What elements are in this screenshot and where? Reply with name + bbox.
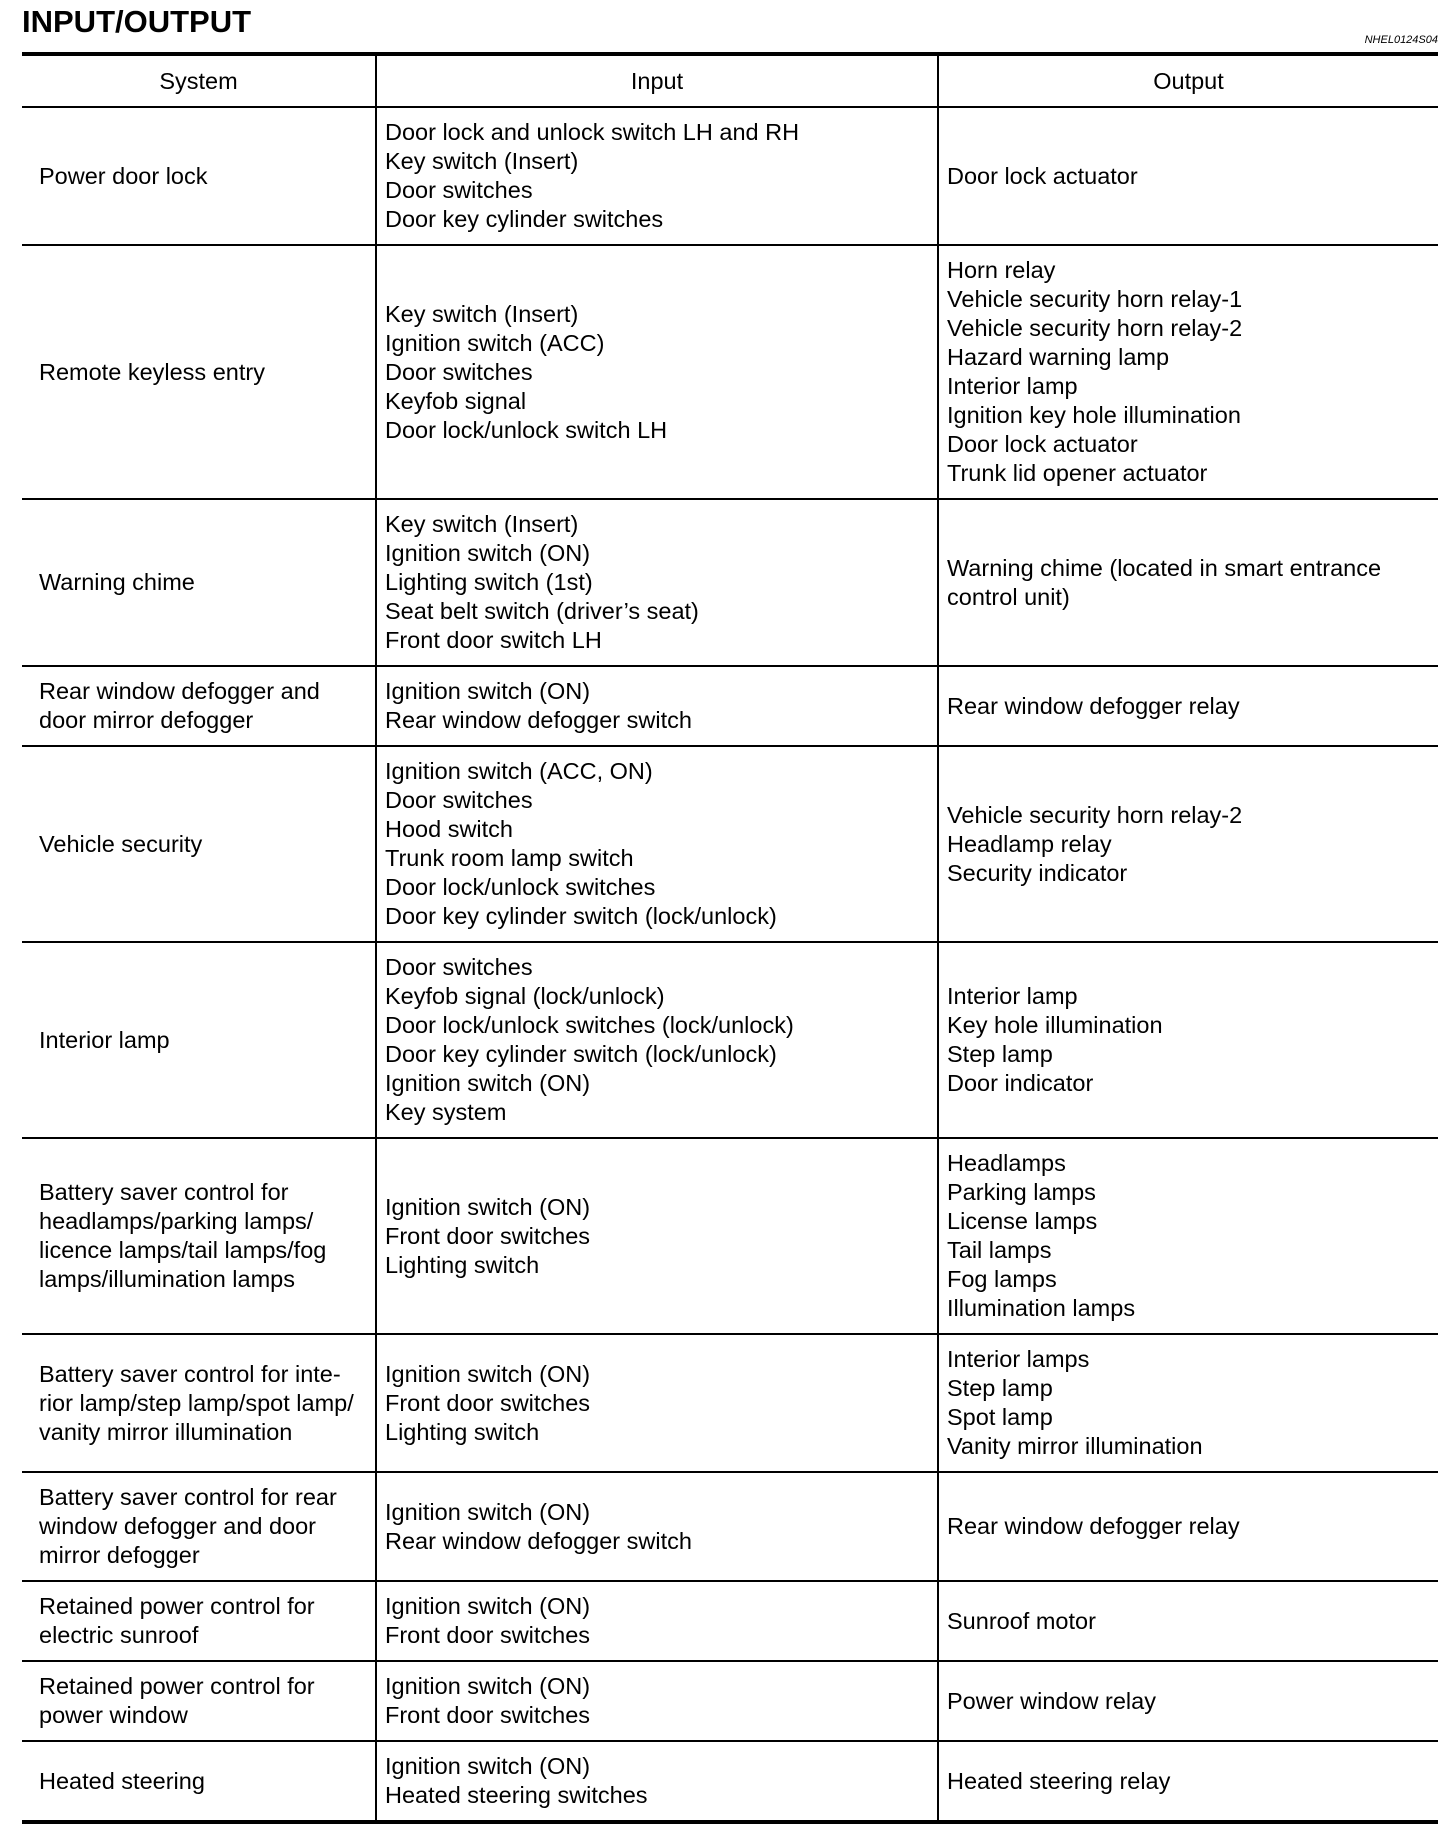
input-line: Ignition switch (ON) (385, 540, 591, 566)
input-cell (376, 942, 938, 1138)
output-line: License lamps (947, 1208, 1098, 1234)
input-line: Door switches (385, 787, 533, 813)
input-line: Key switch (Insert) (385, 300, 579, 327)
input-cell (376, 1581, 938, 1661)
output-cell (938, 1581, 1438, 1661)
system-line: Heated steering (39, 1767, 205, 1794)
system-cell (22, 1661, 376, 1741)
output-line: Door indicator (947, 1070, 1094, 1096)
input-line: Keyfob signal (385, 387, 527, 414)
input-cell (376, 1741, 938, 1822)
output-line: Rear window defogger relay (947, 692, 1240, 719)
system-line: Battery saver control for (39, 1179, 289, 1205)
input-line: Hood switch (385, 816, 513, 842)
output-line: Security indicator (947, 859, 1128, 886)
output-line: Heated steering relay (947, 1767, 1171, 1794)
input-line: Heated steering switches (385, 1782, 648, 1808)
output-line: Interior lamp (947, 983, 1078, 1009)
system-line: window defogger and door (39, 1513, 316, 1539)
system-line: door mirror defogger (39, 707, 254, 733)
input-line: Front door switches (385, 1622, 591, 1648)
input-cell (376, 107, 938, 245)
input-cell (376, 666, 938, 746)
system-line: headlamps/parking lamps/ (39, 1208, 314, 1234)
input-line: Lighting switch (385, 1418, 540, 1445)
input-line: Ignition switch (ON) (385, 1498, 591, 1525)
input-line: Ignition switch (ON) (385, 1193, 591, 1220)
system-cell (22, 245, 376, 499)
input-cell (376, 1472, 938, 1581)
input-line: Ignition switch (ACC) (385, 329, 605, 356)
input-line: Front door switches (385, 1222, 591, 1249)
output-line: Headlamps (947, 1150, 1066, 1176)
column-header-output: Output (938, 56, 1438, 107)
input-cell (376, 499, 938, 666)
output-line: Vehicle security horn relay-2 (947, 801, 1243, 828)
input-line: Trunk room lamp switch (385, 845, 634, 871)
output-cell (938, 942, 1438, 1138)
input-line: Door key cylinder switch (lock/unlock) (385, 1041, 777, 1067)
output-line: Step lamp (947, 1375, 1053, 1401)
output-cell (938, 1661, 1438, 1741)
output-line: Trunk lid opener actuator (947, 460, 1208, 486)
output-line: Warning chime (located in smart entrance (947, 554, 1382, 581)
system-cell (22, 1334, 376, 1472)
input-line: Door key cylinder switches (385, 206, 664, 232)
output-line: Ignition key hole illumination (947, 402, 1241, 428)
input-line: Door lock and unlock switch LH and RH (385, 119, 800, 145)
system-cell (22, 942, 376, 1138)
input-line: Lighting switch (1st) (385, 569, 593, 595)
system-cell (22, 1138, 376, 1334)
input-line: Door lock/unlock switches (lock/unlock) (385, 1012, 794, 1038)
system-line: Battery saver control for inte- (39, 1360, 341, 1387)
input-cell (376, 245, 938, 499)
output-line: Vehicle security horn relay-1 (947, 286, 1243, 312)
system-line: vanity mirror illumination (39, 1418, 293, 1445)
system-line: Warning chime (39, 569, 195, 595)
input-output-table (22, 56, 1438, 1824)
output-cell (938, 107, 1438, 245)
input-line: Door switches (385, 358, 533, 385)
input-cell (376, 1334, 938, 1472)
input-line: Rear window defogger switch (385, 707, 692, 733)
system-line: mirror defogger (39, 1542, 200, 1568)
output-cell (938, 1472, 1438, 1581)
output-line: Interior lamps (947, 1346, 1090, 1372)
output-line: Hazard warning lamp (947, 344, 1170, 370)
table-row (22, 1334, 1438, 1472)
table-row (22, 746, 1438, 942)
input-line: Front door switch LH (385, 627, 602, 653)
output-cell (938, 1741, 1438, 1822)
system-cell (22, 746, 376, 942)
output-line: Horn relay (947, 257, 1056, 283)
input-line: Door lock/unlock switch LH (385, 416, 668, 443)
column-header-input: Input (376, 56, 938, 107)
column-header-system: System (22, 56, 376, 107)
input-line: Door switches (385, 177, 533, 203)
output-cell (938, 1138, 1438, 1334)
output-line: Vehicle security horn relay-2 (947, 315, 1243, 341)
system-line: power window (39, 1702, 188, 1728)
output-cell (938, 245, 1438, 499)
system-cell (22, 499, 376, 666)
input-line: Ignition switch (ACC, ON) (385, 758, 653, 784)
input-line: Ignition switch (ON) (385, 1753, 591, 1779)
input-line: Door switches (385, 954, 533, 980)
system-line: Retained power control for (39, 1673, 315, 1699)
table-row (22, 1581, 1438, 1661)
table-row (22, 1138, 1438, 1334)
input-line: Lighting switch (385, 1251, 540, 1278)
system-line: lamps/illumination lamps (39, 1266, 295, 1292)
system-line: electric sunroof (39, 1622, 199, 1648)
system-line: rior lamp/step lamp/spot lamp/ (39, 1389, 354, 1416)
output-line: Door lock actuator (947, 431, 1138, 457)
table-row (22, 666, 1438, 746)
output-line: Door lock actuator (947, 162, 1138, 189)
system-line: Battery saver control for rear (39, 1484, 337, 1510)
reference-code: NHEL0124S04 (1364, 34, 1438, 46)
system-line: licence lamps/tail lamps/fog (39, 1237, 327, 1263)
input-cell (376, 746, 938, 942)
output-line: Interior lamp (947, 373, 1078, 399)
output-line: Parking lamps (947, 1179, 1096, 1205)
system-line: Vehicle security (39, 830, 203, 857)
table-row (22, 107, 1438, 245)
input-line: Front door switches (385, 1389, 591, 1416)
page-title: INPUT/OUTPUT (22, 4, 252, 39)
table-header-row (22, 56, 1438, 107)
output-cell (938, 666, 1438, 746)
input-line: Door key cylinder switch (lock/unlock) (385, 903, 777, 929)
input-line: Door lock/unlock switches (385, 874, 656, 900)
system-line: Retained power control for (39, 1593, 315, 1619)
input-line: Ignition switch (ON) (385, 1360, 591, 1387)
input-line: Front door switches (385, 1702, 591, 1728)
output-cell (938, 499, 1438, 666)
system-line: Interior lamp (39, 1026, 170, 1053)
system-cell (22, 666, 376, 746)
input-line: Rear window defogger switch (385, 1527, 692, 1554)
input-line: Key switch (Insert) (385, 511, 579, 537)
output-line: Vanity mirror illumination (947, 1433, 1203, 1459)
table-row (22, 1661, 1438, 1741)
input-line: Ignition switch (ON) (385, 1673, 591, 1699)
input-line: Ignition switch (ON) (385, 678, 591, 704)
system-line: Rear window defogger and (39, 678, 320, 704)
output-line: Sunroof motor (947, 1607, 1096, 1634)
input-cell (376, 1138, 938, 1334)
input-line: Key system (385, 1099, 507, 1125)
table-row (22, 1741, 1438, 1822)
output-line: Fog lamps (947, 1266, 1057, 1292)
table-row (22, 245, 1438, 499)
output-cell (938, 1334, 1438, 1472)
table-row (22, 499, 1438, 666)
table-row (22, 1472, 1438, 1581)
output-line: Key hole illumination (947, 1012, 1163, 1038)
system-cell (22, 107, 376, 245)
system-cell (22, 1472, 376, 1581)
input-line: Keyfob signal (lock/unlock) (385, 983, 665, 1009)
output-line: Spot lamp (947, 1404, 1053, 1430)
output-line: Power window relay (947, 1687, 1156, 1714)
input-line: Ignition switch (ON) (385, 1593, 591, 1619)
output-line: Headlamp relay (947, 830, 1112, 857)
output-line: Illumination lamps (947, 1295, 1136, 1321)
input-line: Seat belt switch (driver’s seat) (385, 598, 699, 624)
input-line: Key switch (Insert) (385, 148, 579, 174)
output-cell (938, 746, 1438, 942)
system-line: Remote keyless entry (39, 358, 265, 385)
system-line: Power door lock (39, 162, 208, 189)
input-cell (376, 1661, 938, 1741)
output-line: control unit) (947, 583, 1070, 610)
table-row (22, 942, 1438, 1138)
system-cell (22, 1741, 376, 1822)
output-line: Rear window defogger relay (947, 1513, 1240, 1539)
output-line: Step lamp (947, 1041, 1053, 1067)
output-line: Tail lamps (947, 1237, 1052, 1263)
input-line: Ignition switch (ON) (385, 1070, 591, 1096)
system-cell (22, 1581, 376, 1661)
